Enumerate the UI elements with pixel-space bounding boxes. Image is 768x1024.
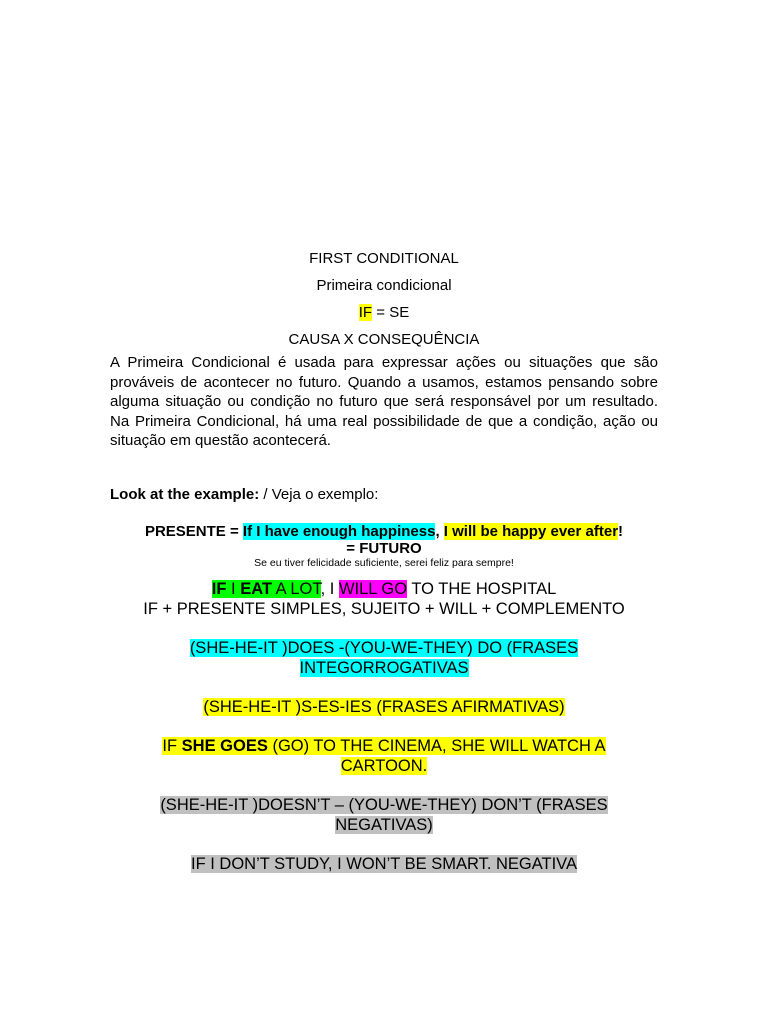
causa-consequencia: CAUSA X CONSEQUÊNCIA — [288, 331, 480, 348]
eat-i: I — [226, 579, 241, 598]
presente-will-clause: I will be happy ever after — [443, 522, 619, 540]
doesnt-line-1-text: (SHE-HE-IT )DOESN’T – (YOU-WE-THEY) DON’T (FRASES — [160, 795, 608, 814]
does-line-2 — [110, 658, 658, 678]
presente-comma: , — [435, 522, 444, 540]
presente-exclamation: ! — [618, 522, 624, 540]
if-highlight: IF — [358, 304, 373, 321]
does-line-1 — [110, 638, 658, 658]
doesnt-line-2 — [110, 815, 658, 835]
if-equals-text: = SE — [372, 304, 410, 321]
doc-title: FIRST CONDITIONAL — [309, 250, 459, 267]
goes-line-1 — [110, 736, 658, 756]
does-line-1-text: (SHE-HE-IT )DOES -(YOU-WE-THEY) DO (FRASES — [189, 638, 579, 657]
look-example-bold: Look at the example: — [110, 485, 260, 503]
goes-line-2 — [110, 756, 658, 776]
goes-rest-1: (GO) TO THE CINEMA, SHE WILL WATCH A — [267, 736, 606, 755]
futuro-line: = FUTURO — [346, 539, 422, 557]
doesnt-line-1 — [110, 795, 658, 815]
negativa-text: IF I DON’T STUDY, I WON’T BE SMART. NEGATIVA — [191, 854, 577, 873]
goes-if: IF — [162, 736, 182, 755]
look-example-rest: / Veja o exemplo: — [259, 485, 379, 503]
look-example-line — [110, 485, 658, 505]
presente-line — [110, 523, 658, 540]
document-page — [110, 249, 658, 874]
eat-example-line — [110, 579, 658, 599]
negativa-line — [110, 854, 658, 874]
doc-subtitle: Primeira condicional — [316, 277, 452, 294]
intro-paragraph: A Primeira Condicional é usada para expressar ações ou situações que são prováveis de acontecer no futuro. Quando a usamos, estamos pensando sobre alguma situação ou condição no futuro que será responsável por um resultado. Na Primeira Condicional, há uma real possibilidade de que a condição, ação ou situação em questão acontecerá. — [110, 354, 658, 449]
goes-rest-2: CARTOON. — [340, 756, 428, 775]
eat-rest: TO THE HOSPITAL — [407, 579, 557, 598]
eat-eat: EAT — [240, 579, 272, 598]
eat-a-lot: A LOT — [271, 579, 321, 598]
if-equals-se — [110, 303, 658, 323]
formula-line: IF + PRESENTE SIMPLES, SUJEITO + WILL + COMPLEMENTO — [143, 599, 625, 618]
translation-line: Se eu tiver felicidade suficiente, serei feliz para sempre! — [254, 556, 514, 569]
doesnt-line-2-text: NEGATIVAS) — [335, 815, 433, 834]
does-line-2-text: INTEGORROGATIVAS — [299, 658, 469, 677]
presente-if-clause: If I have enough happiness — [242, 522, 436, 540]
presente-label: PRESENTE = — [144, 522, 243, 540]
eat-will-go: WILL GO — [338, 579, 408, 598]
ses-line — [110, 697, 658, 717]
eat-comma-i: , I — [320, 579, 339, 598]
goes-bold: SHE GOES — [181, 736, 268, 755]
ses-line-text: (SHE-HE-IT )S-ES-IES (FRASES AFIRMATIVAS) — [203, 697, 565, 716]
eat-if: IF — [211, 579, 227, 598]
